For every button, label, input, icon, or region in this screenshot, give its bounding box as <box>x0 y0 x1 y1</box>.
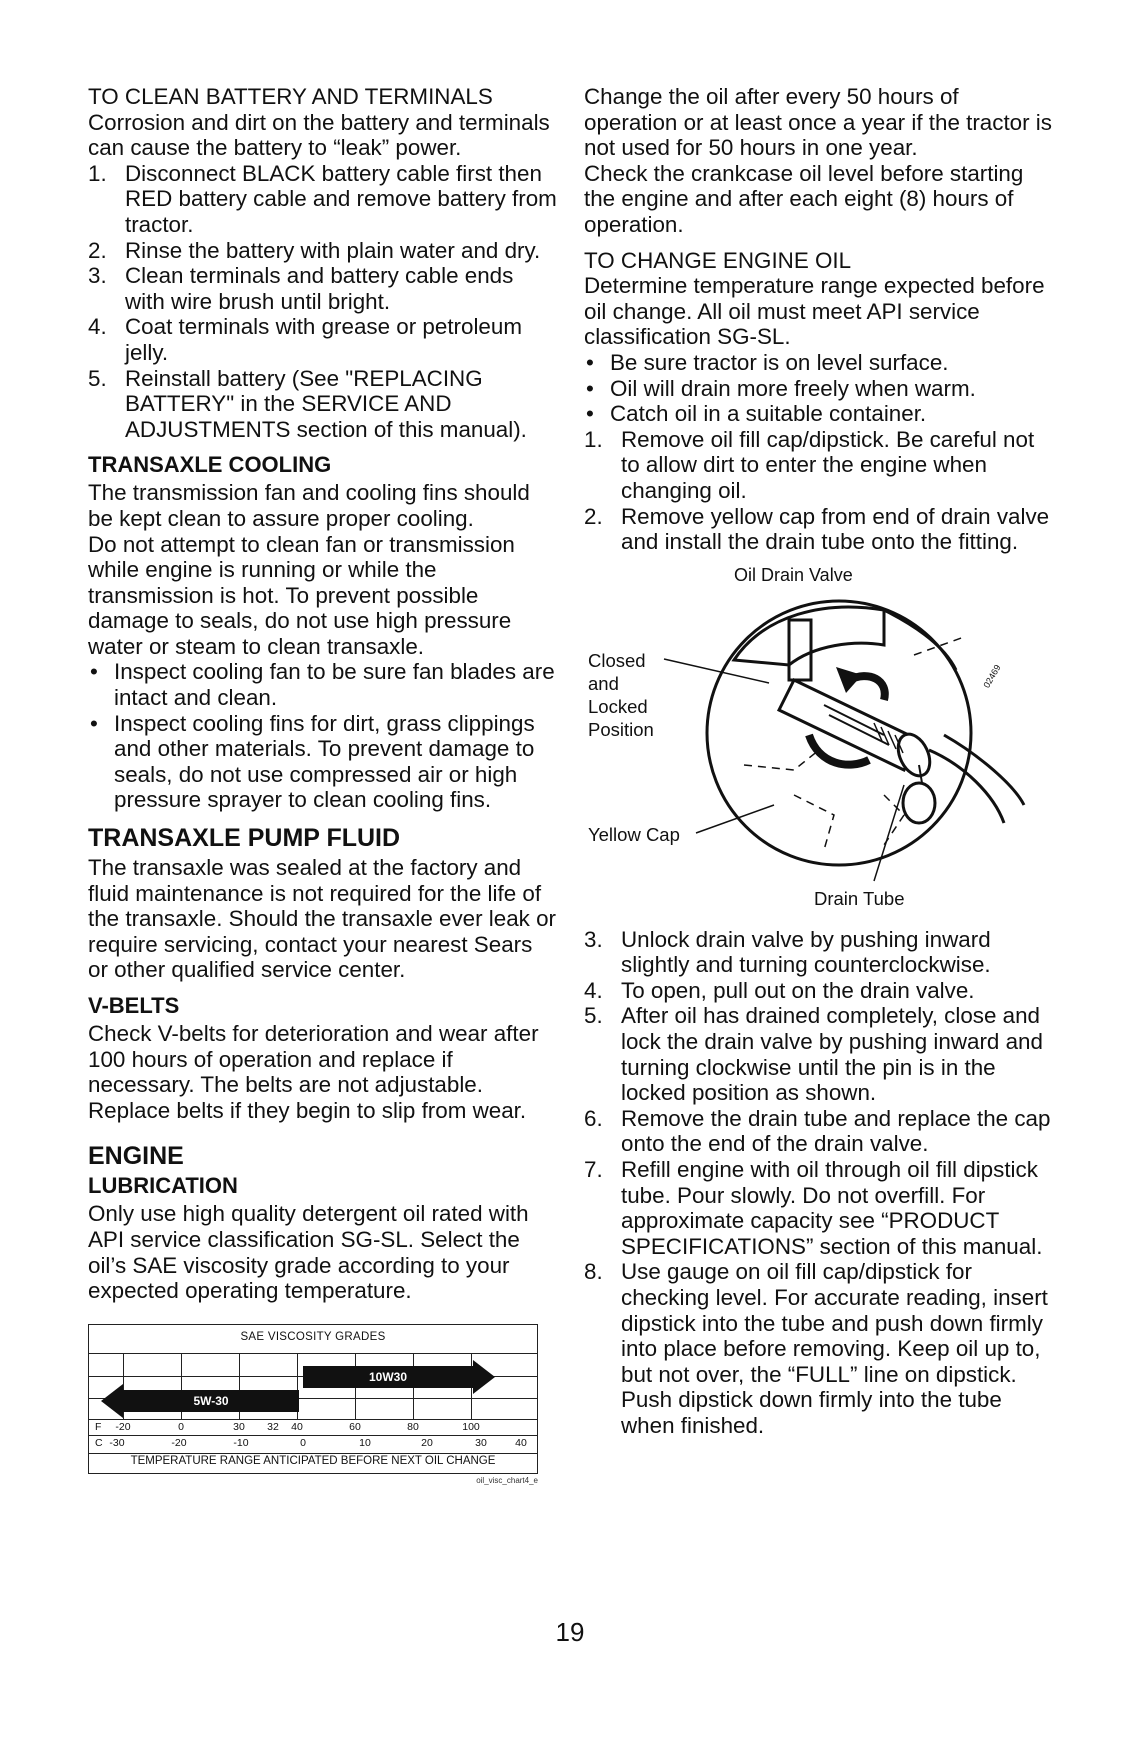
list-item: 3. Unlock drain valve by pushing inward slightly and turning counterclockwise. <box>584 926 991 978</box>
arrow-right-icon <box>473 1360 495 1394</box>
list-item: • Be sure tractor is on level surface. <box>586 349 949 375</box>
list-item: 7. Refill engine with oil through oil fill dipstick tube. Pour slowly. Do not overfill. For approximate capacity see “PRODUCT SPECIFICATIONS” section of this manual. <box>584 1157 1043 1259</box>
tick-label: 0 <box>178 1420 184 1433</box>
left-column <box>88 84 558 1485</box>
list-item: 2. Remove yellow cap from end of drain valve and install the drain tube onto the fitting. <box>584 503 1050 555</box>
list-item: 6. Remove the drain tube and replace the cap onto the end of the drain valve. <box>584 1105 1051 1157</box>
tick-label: 100 <box>462 1420 480 1433</box>
oil-paragraph-1: Change the oil after every 50 hours of operation or at least once a year if the tractor is not used for 50 hours in one year. <box>584 84 1052 161</box>
bar-10w30: 10W30 <box>303 1366 473 1388</box>
tick-label: -30 <box>109 1436 125 1449</box>
tick-label: 30 <box>475 1436 487 1449</box>
bullet-icon: • <box>586 349 594 375</box>
fahrenheit-scale: F -20 0 30 32 40 60 80 100 <box>89 1419 537 1436</box>
chart-grid <box>89 1353 537 1420</box>
tick-label: 32 <box>267 1420 279 1433</box>
engine-heading: ENGINE <box>88 1142 184 1171</box>
list-item: 4. To open, pull out on the drain valve. <box>584 977 975 1003</box>
chart-caption: TEMPERATURE RANGE ANTICIPATED BEFORE NEXT OIL CHANGE <box>89 1453 537 1467</box>
change-oil-intro: Determine temperature range expected before oil change. All oil must meet API service classification SG-SL. <box>584 273 1045 350</box>
figure-title: Oil Drain Valve <box>734 564 853 585</box>
list-item: • Inspect cooling fan to be sure fan blades are intact and clean. <box>90 659 555 711</box>
list-item: 5. After oil has drained completely, close and lock the drain valve by pushing inward and turning clockwise until the pin is in the locked position as shown. <box>584 1003 1043 1106</box>
cooling-heading: TRANSAXLE COOLING <box>88 452 332 478</box>
label-closed-locked: Closed and Locked Position <box>588 649 654 740</box>
battery-intro: Corrosion and dirt on the battery and terminals can cause the battery to “leak” power. <box>88 109 550 161</box>
lubrication-heading: LUBRICATION <box>88 1173 238 1199</box>
list-item: 5. Reinstall battery (See "REPLACING BATTERY" in the SERVICE AND ADJUSTMENTS section of this manual). <box>88 365 527 442</box>
page-number: 19 <box>555 1617 585 1647</box>
tick-label: 10 <box>359 1436 371 1449</box>
change-oil-heading: TO CHANGE ENGINE OIL <box>584 247 852 273</box>
vbelts-heading: V-BELTS <box>88 993 180 1018</box>
cooling-paragraph-1: The transmission fan and cooling fins should be kept clean to assure proper cooling. <box>88 480 530 531</box>
list-item: • Catch oil in a suitable container. <box>586 401 927 427</box>
tick-label: -20 <box>115 1420 131 1433</box>
bullet-icon: • <box>90 659 98 685</box>
tick-label: 20 <box>421 1436 433 1449</box>
battery-heading: TO CLEAN BATTERY AND TERMINALS <box>88 84 493 109</box>
list-item: • Oil will drain more freely when warm. <box>586 375 976 401</box>
label-yellow-cap: Yellow Cap <box>588 823 680 845</box>
chart-title: SAE VISCOSITY GRADES <box>240 1330 386 1343</box>
chart-code: oil_visc_chart4_e <box>476 1475 538 1485</box>
tick-label: 40 <box>515 1436 527 1449</box>
oil-paragraph-2: Check the crankcase oil level before starting the engine and after each eight (8) hours of operation. <box>584 160 1024 237</box>
tick-label: 60 <box>349 1420 361 1433</box>
bullet-icon: • <box>586 401 594 427</box>
bar-5w30: 5W-30 <box>123 1390 299 1412</box>
viscosity-chart <box>88 1324 538 1474</box>
vbelts-text: Check V-belts for deterioration and wear after 100 hours of operation and replace if necessary. The belts are not adjustable. Replace belts if they begin to slip from wear. <box>88 1021 539 1123</box>
tick-label: -20 <box>171 1436 187 1449</box>
tick-label: 80 <box>407 1420 419 1433</box>
list-item: 3. Clean terminals and battery cable ends with wire brush until bright. <box>88 263 514 314</box>
arrow-left-icon <box>101 1384 123 1418</box>
lubrication-text: Only use high quality detergent oil rated with API service classification SG-SL. Select the oil’s SAE viscosity grade according to your expected operating temperature. <box>88 1201 529 1304</box>
tick-label: 0 <box>300 1436 306 1449</box>
list-item: • Inspect cooling fins for dirt, grass clippings and other materials. To prevent damage to seals, do not use compressed air or high pressure sprayer to clean cooling fins. <box>90 710 535 813</box>
list-item: 8. Use gauge on oil fill cap/dipstick for checking level. For accurate reading, insert dipstick into the tube and push down firmly into place before removing. Keep oil up to, but not over, the “FULL” line on dipstick. Push dipstick down firmly into the tube when finished. <box>584 1259 1048 1438</box>
drain-steps-list <box>584 927 1054 1439</box>
battery-steps-list <box>88 161 558 443</box>
bullet-icon: • <box>586 375 594 401</box>
pump-fluid-text: The transaxle was sealed at the factory and fluid maintenance is not required for the life of the transaxle. Should the transaxle ever leak or require servicing, contact your nearest Sears or other qualified service center. <box>88 855 556 983</box>
list-item: 2. Rinse the battery with plain water and dry. <box>88 237 541 263</box>
list-item: 1. Disconnect BLACK battery cable first then RED battery cable and remove battery from tractor. <box>88 160 557 237</box>
label-drain-tube: Drain Tube <box>814 887 905 909</box>
tick-label: -10 <box>233 1436 249 1449</box>
bullet-icon: • <box>90 710 98 736</box>
right-column <box>584 84 1054 1439</box>
tick-label: 30 <box>233 1420 245 1433</box>
cooling-paragraph-2: Do not attempt to clean fan or transmission while engine is running or while the transmission is hot. To prevent possible damage to seals, do not use high pressure water or steam to clean transaxle. <box>88 531 515 659</box>
list-item: 4. Coat terminals with grease or petroleum jelly. <box>88 314 522 365</box>
tick-label: 40 <box>291 1420 303 1433</box>
celsius-scale: C -30 -20 -10 0 10 20 30 40 <box>89 1435 537 1452</box>
drain-valve-illustration <box>584 565 1054 919</box>
list-item: 1. Remove oil fill cap/dipstick. Be careful not to allow dirt to enter the engine when changing oil. <box>584 426 1035 503</box>
oil-drain-valve-figure <box>584 565 1054 919</box>
pump-fluid-heading: TRANSAXLE PUMP FLUID <box>88 824 401 853</box>
figure-code: 02469 <box>981 662 1003 690</box>
